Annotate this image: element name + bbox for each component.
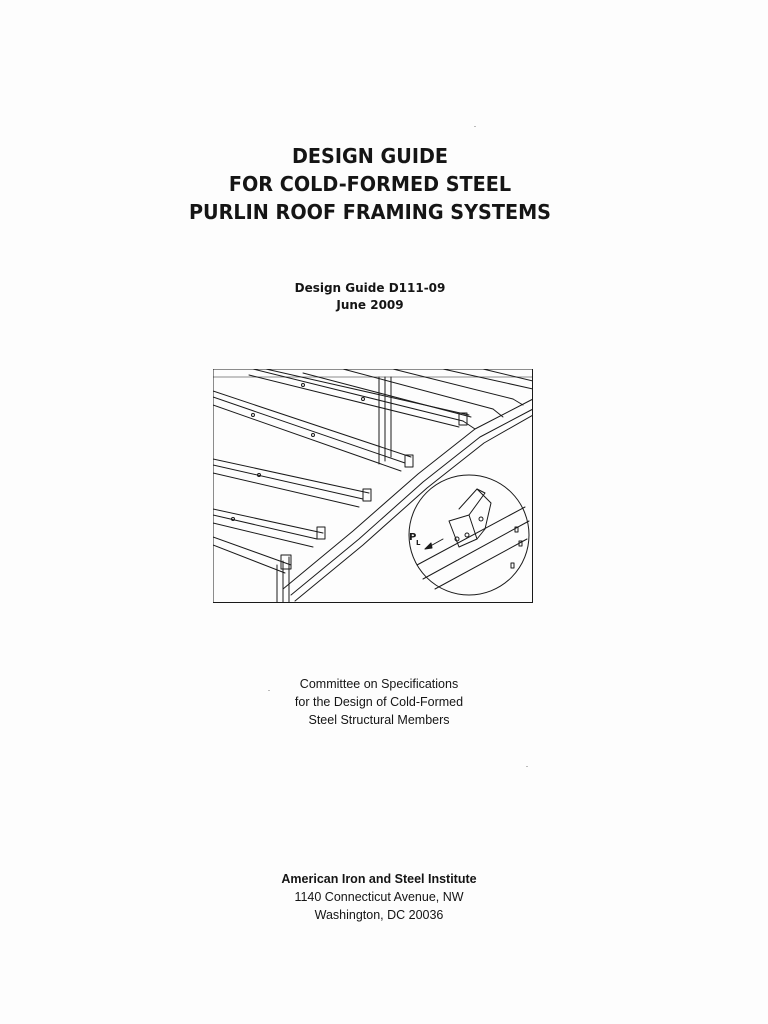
publisher-address-line-2: Washington, DC 20036 [314, 908, 444, 922]
publisher-name: American Iron and Steel Institute [281, 872, 477, 886]
committee-credit [220, 675, 538, 729]
guide-number: Design Guide D111-09 [294, 281, 446, 295]
guide-date: June 2009 [336, 298, 404, 312]
guide-info [220, 280, 520, 314]
committee-line-1: Committee on Specifications [299, 677, 459, 691]
document-title [130, 142, 610, 226]
load-label: P [409, 532, 417, 543]
purlin-roof-illustration [213, 369, 533, 603]
committee-line-3: Steel Structural Members [308, 713, 450, 727]
title-line-3: PURLIN ROOF FRAMING SYSTEMS [188, 200, 552, 224]
title-line-1: DESIGN GUIDE [291, 144, 449, 168]
scan-speck [526, 766, 528, 767]
scan-speck [268, 690, 270, 691]
committee-line-2: for the Design of Cold-Formed [294, 695, 464, 709]
title-line-2: FOR COLD-FORMED STEEL [228, 172, 512, 196]
load-subscript: L [416, 539, 421, 547]
publisher-address-line-1: 1140 Connecticut Avenue, NW [294, 890, 464, 904]
scan-speck [474, 126, 476, 127]
publisher-info [220, 870, 538, 924]
